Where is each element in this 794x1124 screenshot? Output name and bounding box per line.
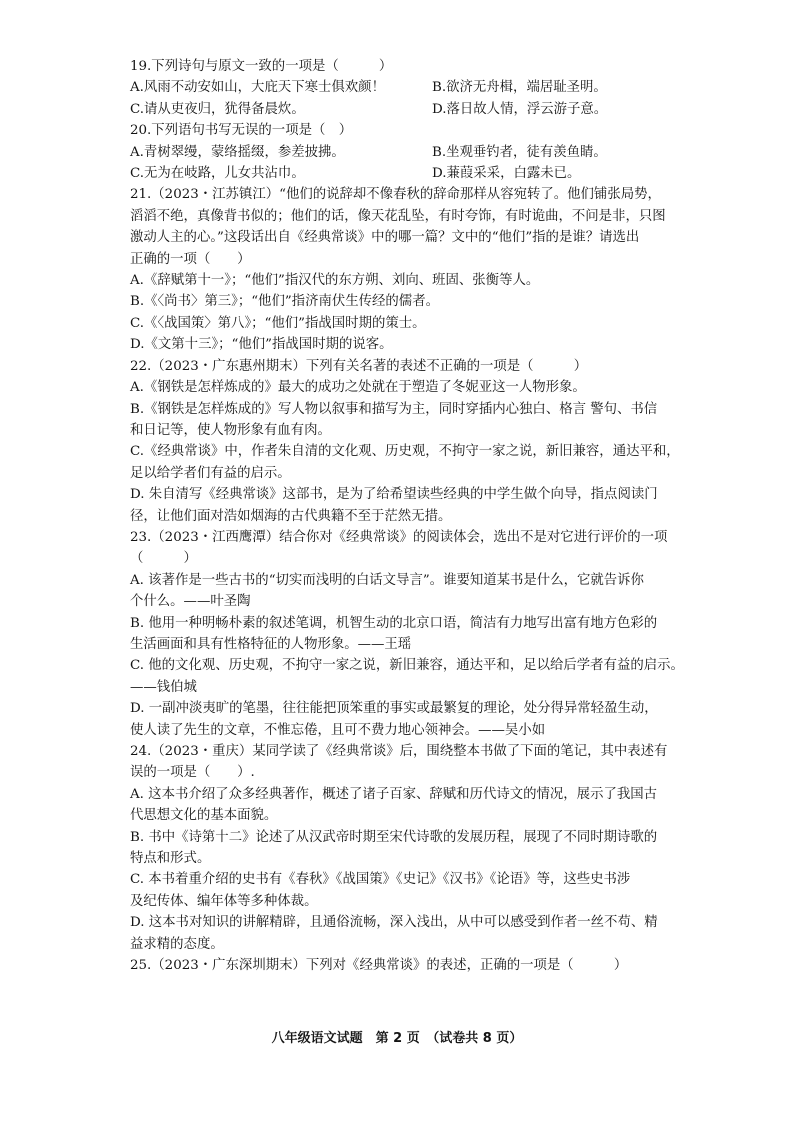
question-23 bbox=[130, 527, 684, 741]
question-23-stem-line: 23.（2023・江西鹰潭）结合你对《经典常谈》的阅读体会，选出不是对它进行评价的一项 bbox=[130, 529, 668, 545]
question-24-option-c-cont: 及纪传体、编年体等多种体裁。 bbox=[130, 893, 318, 909]
question-22-option-b-cont: 和日记等，使人物形象有血有肉。 bbox=[130, 422, 331, 438]
question-19-option-a: A.风雨不动安如山，大庇天下寒士俱欢颜！ bbox=[130, 80, 385, 96]
question-19 bbox=[130, 56, 676, 120]
question-22-option-d-cont: 径，让他们面对浩如烟海的古代典籍不至于茫然无措。 bbox=[130, 508, 452, 524]
question-19-stem: 19.下列诗句与原文一致的一项是（ ） bbox=[130, 59, 393, 74]
question-24-stem-line: 24.（2023・重庆）某同学读了《经典常谈》后，围绕整本书做了下面的笔记，其中表述有 bbox=[130, 744, 668, 759]
question-23-option-b: B. 他用一种明畅朴素的叙述笔调，机智生动的北京口语，简洁有力地写出富有地方色彩的 bbox=[130, 615, 658, 631]
question-20-option-b: B.坐观垂钓者，徒有羡鱼睛。 bbox=[432, 144, 607, 160]
question-21 bbox=[130, 184, 676, 355]
question-22-stem: 22.（2023・广东惠州期末）下列有关名著的表述不正确的一项是（ ） bbox=[130, 358, 588, 374]
question-24 bbox=[130, 741, 676, 955]
question-21-stem-line: 正确的一项（ ） bbox=[130, 251, 251, 267]
question-20 bbox=[130, 120, 676, 184]
question-22-option-b: B.《钢铁是怎样炼成的》写人物以叙事和描写为主，同时穿插内心独白、格言 警句、书信 bbox=[130, 401, 658, 417]
page-footer: 八年级语文试题 第 2 页 （试卷共 8 页） bbox=[271, 1031, 523, 1046]
question-22 bbox=[130, 356, 680, 527]
question-23-option-c-cont: ——钱伯城 bbox=[130, 679, 197, 695]
question-23-option-a: A. 该著作是一些古书的“切实而浅明的白话文导言”。谁要知道某书是什么，它就告诉你 bbox=[130, 572, 644, 588]
question-19-option-d: D.落日故人情，浮云游子意。 bbox=[432, 101, 608, 117]
question-23-option-c: C. 他的文化观、历史观，不拘守一家之说，新旧兼容，通达平和，足以给后学者有益的启示。 bbox=[130, 658, 684, 674]
question-23-option-b-cont: 生活画面和具有性格特征的人物形象。——王瑶 bbox=[130, 636, 412, 652]
question-24-option-b: B. 书中《诗第十二》论述了从汉武帝时期至宋代诗歌的发展历程，展现了不同时期诗歌的 bbox=[130, 829, 658, 845]
question-24-option-d: D. 这本书对知识的讲解精辟，且通俗流畅，深入浅出，从中可以感受到作者一丝不苟、精 bbox=[130, 915, 658, 931]
question-20-option-a: A.青树翠缦，蒙络摇缀，参差披拂。 bbox=[130, 144, 345, 160]
question-24-option-a-cont: 代思想文化的基本面貌。 bbox=[130, 808, 278, 824]
question-23-option-a-cont: 个什么。——叶圣陶 bbox=[130, 594, 251, 610]
question-21-stem-line: 激动人主的心。”这段话出自《经典常谈》中的哪一篇？文中的“他们”指的是谁？请选出 bbox=[130, 230, 640, 246]
question-24-option-d-cont: 益求精的态度。 bbox=[130, 936, 224, 952]
question-21-option-d: D.《文第十三》；“他们”指战国时期的说客。 bbox=[130, 337, 393, 353]
question-24-stem-line: 误的一项是（ ）. bbox=[130, 765, 255, 781]
question-25-stem: 25.（2023・广东深圳期末）下列对《经典常谈》的表述，正确的一项是（ ） bbox=[130, 958, 628, 974]
question-23-option-d-cont: 使人读了先生的文章，不惟忘倦，且可不费力地心领神会。——吴小如 bbox=[130, 722, 546, 738]
question-24-option-a: A. 这本书介绍了众多经典著作，概述了诸子百家、辞赋和历代诗文的情况，展示了我国古 bbox=[130, 786, 658, 802]
question-22-option-c: C.《经典常谈》中，作者朱自清的文化观、历史观，不拘守一家之说，新旧兼容，通达平和， bbox=[130, 444, 680, 460]
question-21-stem-line: 21.（2023・江苏镇江）“他们的说辞却不像春秋的辞命那样从容宛转了。他们铺张局势， bbox=[130, 187, 661, 203]
question-19-option-b: B.欲济无舟楫，端居耻圣明。 bbox=[432, 80, 607, 96]
question-25 bbox=[130, 955, 676, 976]
question-20-option-c: C.无为在岐路，儿女共沾巾。 bbox=[130, 166, 305, 182]
question-21-option-b: B.《〈尚书〉第三》；“他们”指济南伏生传经的儒者。 bbox=[130, 294, 439, 310]
question-20-option-d: D.蒹葭采采，白露未已。 bbox=[432, 166, 581, 182]
question-21-option-a: A.《辞赋第十一》；“他们”指汉代的东方朔、刘向、班固、张衡等人。 bbox=[130, 273, 540, 289]
question-22-option-a: A.《钢铁是怎样炼成的》最大的成功之处就在于塑造了冬妮亚这一人物形象。 bbox=[130, 380, 586, 396]
question-19-option-c: C.请从吏夜归，犹得备晨炊。 bbox=[130, 101, 305, 117]
question-22-option-d: D. 朱自清写《经典常谈》这部书，是为了给希望读些经典的中学生做个向导，指点阅读门 bbox=[130, 487, 658, 503]
question-20-stem: 20.下列语句书写无误的一项是（ ） bbox=[130, 123, 353, 139]
question-21-stem-line: 滔滔不绝，真像背书似的；他们的话，像天花乱坠，有时夸饰，有时诡曲，不问是非，只图 bbox=[130, 208, 666, 224]
question-24-option-c: C. 本书着重介绍的史书有《春秋》《战国策》《史记》《汉书》《论语》等，这些史书涉 bbox=[130, 872, 631, 888]
question-23-answer-paren: （ ） bbox=[130, 551, 197, 567]
question-24-option-b-cont: 特点和形式。 bbox=[130, 851, 211, 867]
question-21-option-c: C.《〈战国策〉第八》；“他们”指战国时期的策士。 bbox=[130, 315, 426, 331]
question-22-option-c-cont: 足以给学者们有益的启示。 bbox=[130, 465, 291, 481]
question-23-option-d: D. 一副冲淡夷旷的笔墨，往往能把顶笨重的事实或最繁复的理论，处分得异常轻盈生动， bbox=[130, 701, 658, 717]
